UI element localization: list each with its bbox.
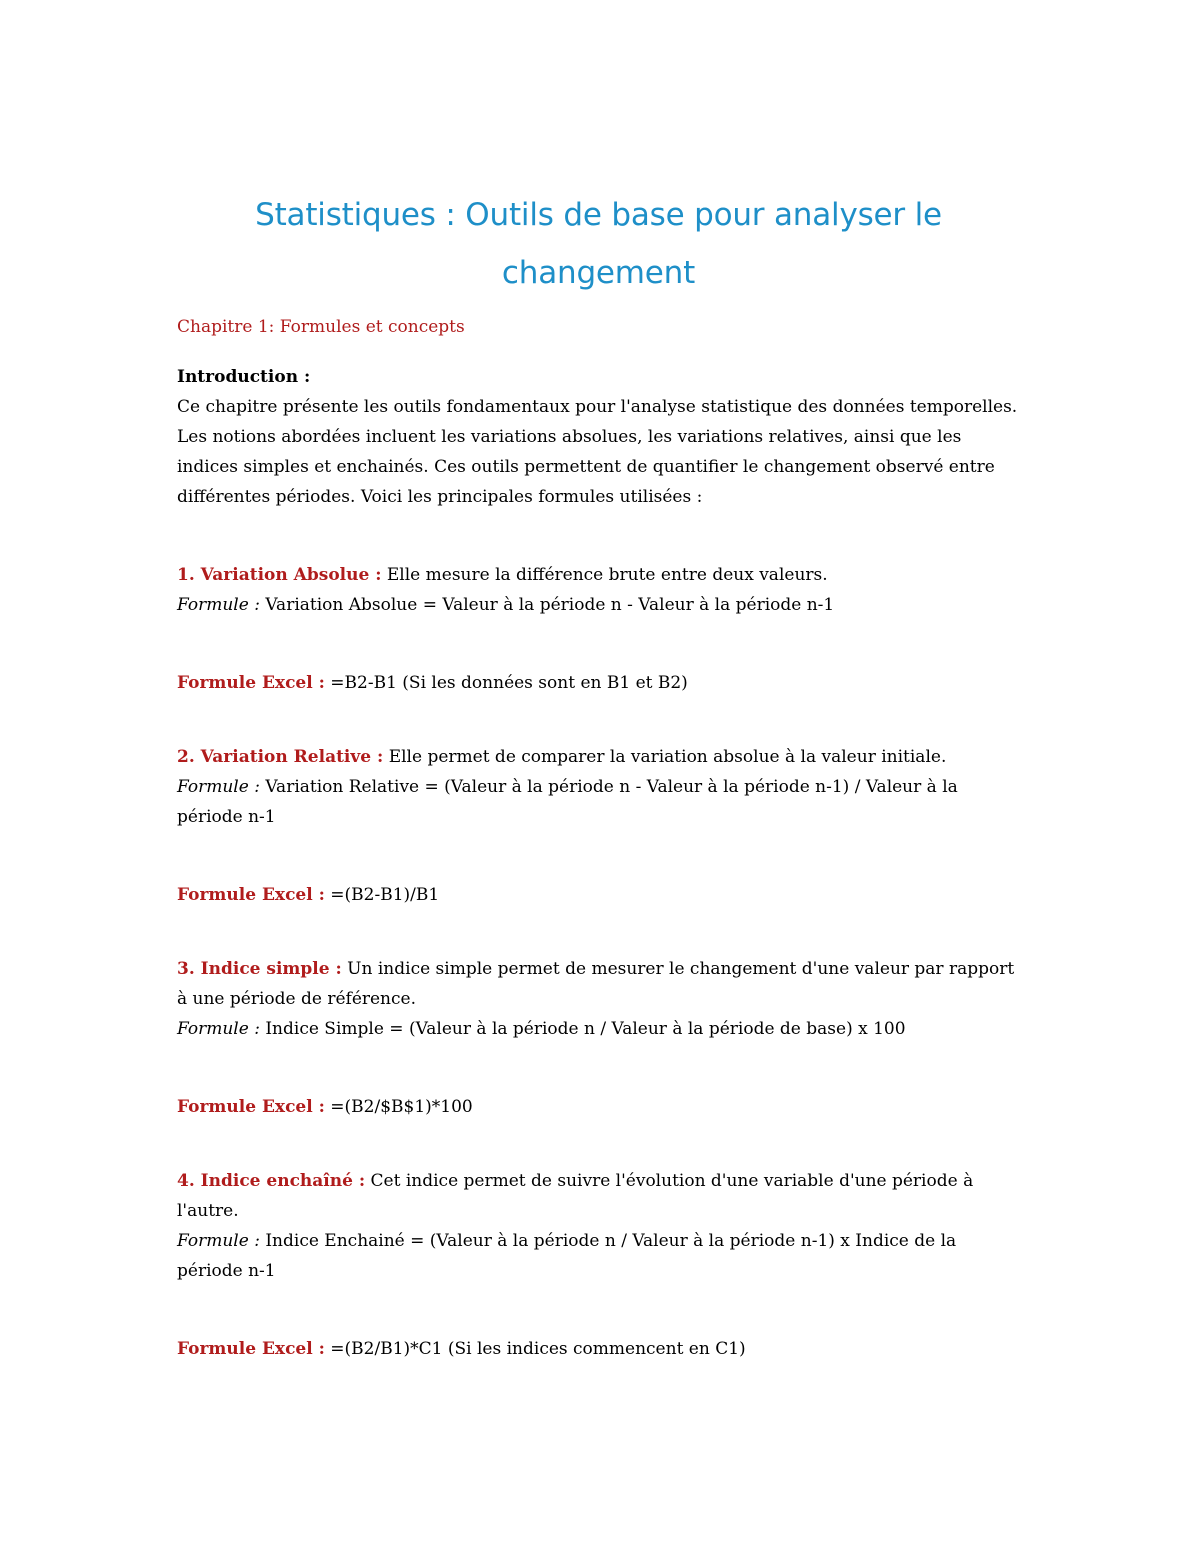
formula-text: Variation Absolue = Valeur à la période n - Valeur à la période n-1 <box>259 595 835 615</box>
formula-label: Formule : <box>177 777 260 797</box>
section-variation-absolue <box>177 560 1020 620</box>
formula-label: Formule : <box>177 595 260 615</box>
chapter-heading: Chapitre 1: Formules et concepts <box>177 317 465 337</box>
section-description: Elle permet de comparer la variation absolue à la valeur initiale. <box>383 747 947 767</box>
section-heading: 4. Indice enchaîné : <box>177 1171 366 1191</box>
section-variation-relative <box>177 742 1020 832</box>
document-title: Statistiques : Outils de base pour analyser le changement <box>255 197 942 291</box>
section-description: Un indice simple permet de mesurer le changement d'une valeur par rapport à une période de référence. <box>177 959 1015 1009</box>
excel-formula-indice-simple <box>177 1092 1020 1122</box>
intro-text: Ce chapitre présente les outils fondamentaux pour l'analyse statistique des données temporelles. Les notions abordées incluent les variations absolues, les variations relatives, ainsi que les indices simples et enchainés. Ces outils permettent de quantifier le changement observé entre différentes périodes. Voici les principales formules utilisées : <box>177 397 1018 507</box>
formula-text: Indice Simple = (Valeur à la période n / Valeur à la période de base) x 100 <box>259 1019 906 1039</box>
section-indice-enchaine <box>177 1166 1020 1286</box>
excel-formula-variation-relative <box>177 880 1020 910</box>
section-description: Elle mesure la différence brute entre deux valeurs. <box>381 565 828 585</box>
excel-formula-text: =(B2/B1)*C1 (Si les indices commencent en C1) <box>324 1339 746 1359</box>
section-heading: 1. Variation Absolue : <box>177 565 382 585</box>
formula-label: Formule : <box>177 1231 260 1251</box>
excel-formula-text: =(B2/$B$1)*100 <box>324 1097 473 1117</box>
intro-label: Introduction : <box>177 367 311 387</box>
formula-text: Indice Enchainé = (Valeur à la période n / Valeur à la période n-1) x Indice de la période n-1 <box>177 1231 957 1281</box>
excel-formula-variation-absolue <box>177 668 1020 698</box>
excel-label: Formule Excel : <box>177 885 325 905</box>
intro-paragraph <box>177 362 1020 512</box>
section-heading: 3. Indice simple : <box>177 959 342 979</box>
section-description: Cet indice permet de suivre l'évolution d'une variable d'une période à l'autre. <box>177 1171 974 1221</box>
section-indice-simple <box>177 954 1020 1044</box>
excel-formula-text: =B2-B1 (Si les données sont en B1 et B2) <box>324 673 688 693</box>
excel-label: Formule Excel : <box>177 1339 325 1359</box>
excel-formula-text: =(B2-B1)/B1 <box>324 885 440 905</box>
excel-label: Formule Excel : <box>177 1097 325 1117</box>
section-heading: 2. Variation Relative : <box>177 747 384 767</box>
excel-formula-indice-enchaine <box>177 1334 1020 1364</box>
excel-label: Formule Excel : <box>177 673 325 693</box>
formula-label: Formule : <box>177 1019 260 1039</box>
formula-text: Variation Relative = (Valeur à la période n - Valeur à la période n-1) / Valeur à la période n-1 <box>177 777 958 827</box>
